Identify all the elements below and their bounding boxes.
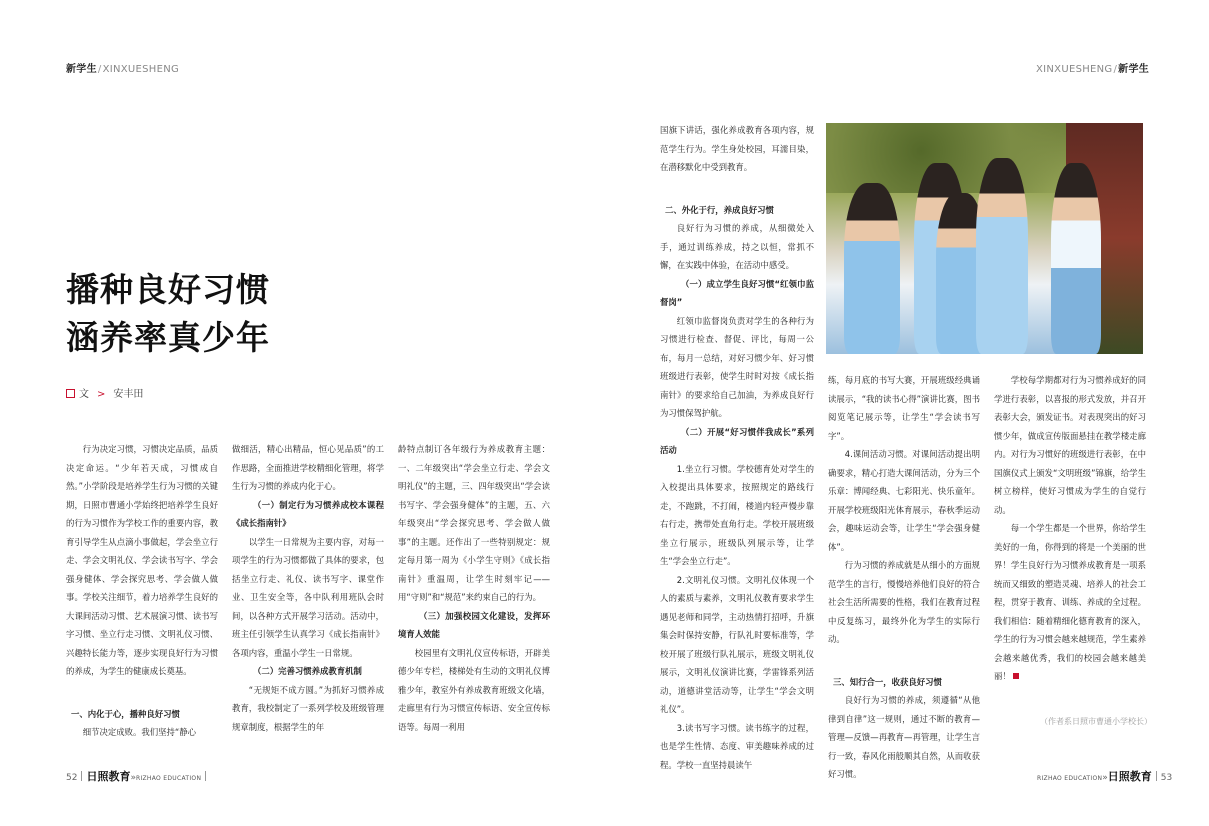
- body-paragraph: “无规矩不成方圆。”为抓好习惯养成教育，我校制定了一系列学校及班级管理规章制度，根据学生的年: [232, 684, 384, 732]
- footer-arrows: »: [1102, 773, 1108, 783]
- body-paragraph: 4.课间活动习惯。对课间活动提出明确要求，精心打造大课间活动，分为三个乐章：博闻经典、七彩阳光、快乐童年。开展学校班级阳光体育展示，春秋季运动会，趣味运动会等，让学生“学会强身健体”。: [828, 449, 980, 552]
- title-line-1: 播种良好习惯: [66, 270, 270, 309]
- footer-edu-label: RIZHAO EDUCATION: [1037, 775, 1103, 782]
- text-column-5: [828, 371, 980, 779]
- text-column-4: [660, 121, 814, 770]
- subsection-heading: （二）完善习惯养成教育机制: [253, 666, 362, 676]
- body-paragraph: 做细活，精心出精品，恒心见品质”的工作思路，全面推进学校精细化管理，将学生行为习惯的养成内化于心。: [232, 444, 384, 491]
- title-line-2: 涵养率真少年: [66, 318, 270, 357]
- running-header-right: XINXUESHENG/新学生: [1036, 64, 1150, 75]
- footer-divider: [81, 771, 82, 781]
- header-right-bold: 新学生: [1118, 64, 1150, 75]
- body-paragraph: 每一个学生都是一个世界，你给学生美好的一角，你得到的将是一个美丽的世界！学生良好行为习惯养成教育是一项系统而又细致的塑造灵魂、培养人的社会工程，贯穿于教育、训练、养成的全过程。我们相信：随着精细化德育教育的深入，学生的行为习惯会越来越规范，学生素养会越来越优秀，我们的校园会越来越美丽！: [994, 523, 1146, 681]
- magazine-logo: 日照教育: [1107, 770, 1152, 783]
- footer-left: [66, 768, 210, 784]
- body-paragraph: 学校每学期都对行为习惯养成好的同学进行表彰，以喜报的形式发放，并召开表彰大会，颁发证书。对表现突出的好习惯少年，做成宣传版面悬挂在教学楼走廊内。对行为习惯好的班级进行表彰，在中国旗仪式上颁发“文明班级”锦旗，给学生树立榜样，使好习惯成为学生的自觉行动。: [994, 375, 1146, 515]
- article-title: [66, 266, 270, 362]
- magazine-logo: 日照教育: [86, 770, 131, 783]
- section-heading: 二、外化于行，养成良好习惯: [665, 204, 774, 215]
- header-left-bold: 新学生: [66, 64, 97, 75]
- students-photo: [826, 123, 1143, 354]
- author-note: （作者系日照市曹通小学校长）: [1040, 717, 1152, 726]
- body-paragraph: 3.读书写字习惯。读书练字的过程，也是学生性情、态度、审美趣味养成的过程。学校一直坚持晨读午: [660, 722, 814, 770]
- subsection-heading: （一）成立学生良好习惯“红领巾监督岗”: [660, 278, 814, 307]
- footer-right: [1037, 768, 1172, 784]
- body-paragraph: 良好行为习惯的养成，须遵循“从他律到自律”这一规则，通过不断的教育—管理—反馈—再教育—再管理，让学生言行一致，春风化雨般顺其自然，从而收获好习惯。: [828, 695, 980, 779]
- text-column-1: [66, 440, 218, 737]
- body-paragraph: 红领巾监督岗负责对学生的各种行为习惯进行检查、督促、评比，每周一公布，每月一总结，对好习惯少年、好习惯班级进行表彰，使学生时时对按《成长指南针》的要求给自己加油，为养成良好行为习惯保驾护航。: [660, 315, 814, 418]
- running-header-left: 新学生/XINXUESHENG: [66, 64, 180, 75]
- body-paragraph: 龄特点制订各年级行为养成教育主题：一、二年级突出“学会坐立行走、学会文明礼仪”的主题，三、四年级突出“学会读书写字、学会强身健体”的主题，五、六年级突出“学会探究思考、学会做人做事”的主题。还作出了一些特别规定：规定每月第一周为《小学生守则》《成长指南针》重温周，让学生时刻牢记——用“守则”和“规范”来约束自己的行为。: [398, 444, 550, 602]
- body-paragraph: 行为习惯的养成就是从细小的方面规范学生的言行，慢慢培养他们良好的符合社会生活所需要的性格，我们在教育过程中反复练习，最终外化为学生的实际行动。: [828, 560, 980, 644]
- body-paragraph: 行为决定习惯，习惯决定品质，品质决定命运。“少年若天成，习惯成自然。”小学阶段是培养学生行为习惯的关键期，日照市曹通小学始终把培养学生良好的行为习惯作为学校工作的重要内容，教育引导学生从点滴小事做起，学会坐立行走、学会文明礼仪、学会读书写字、学会强身健体、学会探究思考、学会做人做事。学校关注细节，着力培养学生良好的大课间活动习惯、艺术展演习惯、读书写字习惯、坐立行走习惯、文明礼仪习惯、兴趣特长能力等，逐步实现良好行为习惯的养成，为学生的健康成长奠基。: [66, 444, 218, 676]
- byline: [66, 385, 143, 400]
- end-mark-icon: [1013, 673, 1019, 679]
- section-gap: [66, 681, 218, 696]
- section-heading: 一、内化于心，播种良好习惯: [71, 708, 180, 719]
- byline-arrow-icon: >: [97, 389, 106, 400]
- byline-square-icon: [66, 389, 75, 398]
- footer-arrows: »: [130, 773, 136, 783]
- footer-edu-label: RIZHAO EDUCATION: [135, 775, 202, 782]
- section-heading: 三、知行合一，收获良好习惯: [833, 676, 942, 687]
- section-gap: [660, 177, 814, 192]
- body-paragraph: 校园里有文明礼仪宣传标语，开辟美德少年专栏，楼梯处有生动的文明礼仪博雅少年，教室外有养成教育班级文化墙，走廊里有行为习惯宣传标语、安全宣传标语等。每周一利用: [398, 647, 550, 732]
- subsection-heading: （二）开展“好习惯伴我成长”系列活动: [660, 426, 814, 455]
- byline-label: 文: [79, 389, 89, 400]
- subsection-heading: （三）加强校园文化建设，发挥环境育人效能: [398, 610, 550, 639]
- body-paragraph: 2.文明礼仪习惯。文明礼仪体现一个人的素质与素养，文明礼仪教育要求学生遇见老师和同学，主动热情打招呼，升旗集会时保持安静，行队礼时要标准等，学校开展了班级行队礼展示，班级文明礼仪展示，文明礼仪演讲比赛，学雷锋系列活动，道德讲堂活动等，让学生“学会文明礼仪”。: [660, 574, 814, 714]
- subsection-heading: （一）制定行为习惯养成校本课程《成长指南针》: [232, 499, 384, 528]
- body-paragraph: 1.坐立行习惯。学校德育处对学生的入校提出具体要求，按照规定的路线行走，不跑跳，不打闹，楼道内轻声慢步靠右行走，携带处直角行走。学校开展班级坐立行展示，班级队列展示等，让学生“学会坐立行走”。: [660, 463, 814, 566]
- body-paragraph: 良好行为习惯的养成，从细微处入手，通过训练养成，持之以恒，常抓不懈，在实践中体验，在活动中感受。: [660, 223, 814, 270]
- footer-divider: [205, 771, 206, 781]
- header-right-latin: XINXUESHENG: [1036, 64, 1113, 75]
- body-paragraph: 练，每月底的书写大赛，开展班级经典诵读展示，“我的读书心得”演讲比赛，图书阅览笔记展示等，让学生“学会读书写字”。: [828, 375, 980, 441]
- text-column-3: [398, 440, 550, 730]
- text-column-6: [994, 371, 1146, 681]
- section-gap: [828, 649, 980, 664]
- page-number-left: 52: [66, 773, 78, 783]
- header-left-latin: XINXUESHENG: [102, 64, 180, 75]
- body-paragraph: 细节决定成败。我们坚持“静心: [82, 727, 197, 737]
- footer-divider: [1156, 771, 1157, 781]
- text-column-2: [232, 440, 384, 730]
- byline-author: 安丰田: [113, 389, 144, 400]
- body-paragraph: 国旗下讲话，强化养成教育各项内容，规范学生行为。学生身处校园，耳濡目染，在潜移默化中受到教育。: [660, 125, 814, 172]
- page-number-right: 53: [1160, 773, 1173, 783]
- body-paragraph: 以学生一日常规为主要内容，对每一项学生的行为习惯都做了具体的要求，包括坐立行走、礼仪、读书写字、课堂作业、卫生安全等，各中队利用班队会时间，以各种方式开展学习活动。活动中，班主任引领学生认真学习《成长指南针》各项内容，重温小学生一日常规。: [232, 536, 384, 658]
